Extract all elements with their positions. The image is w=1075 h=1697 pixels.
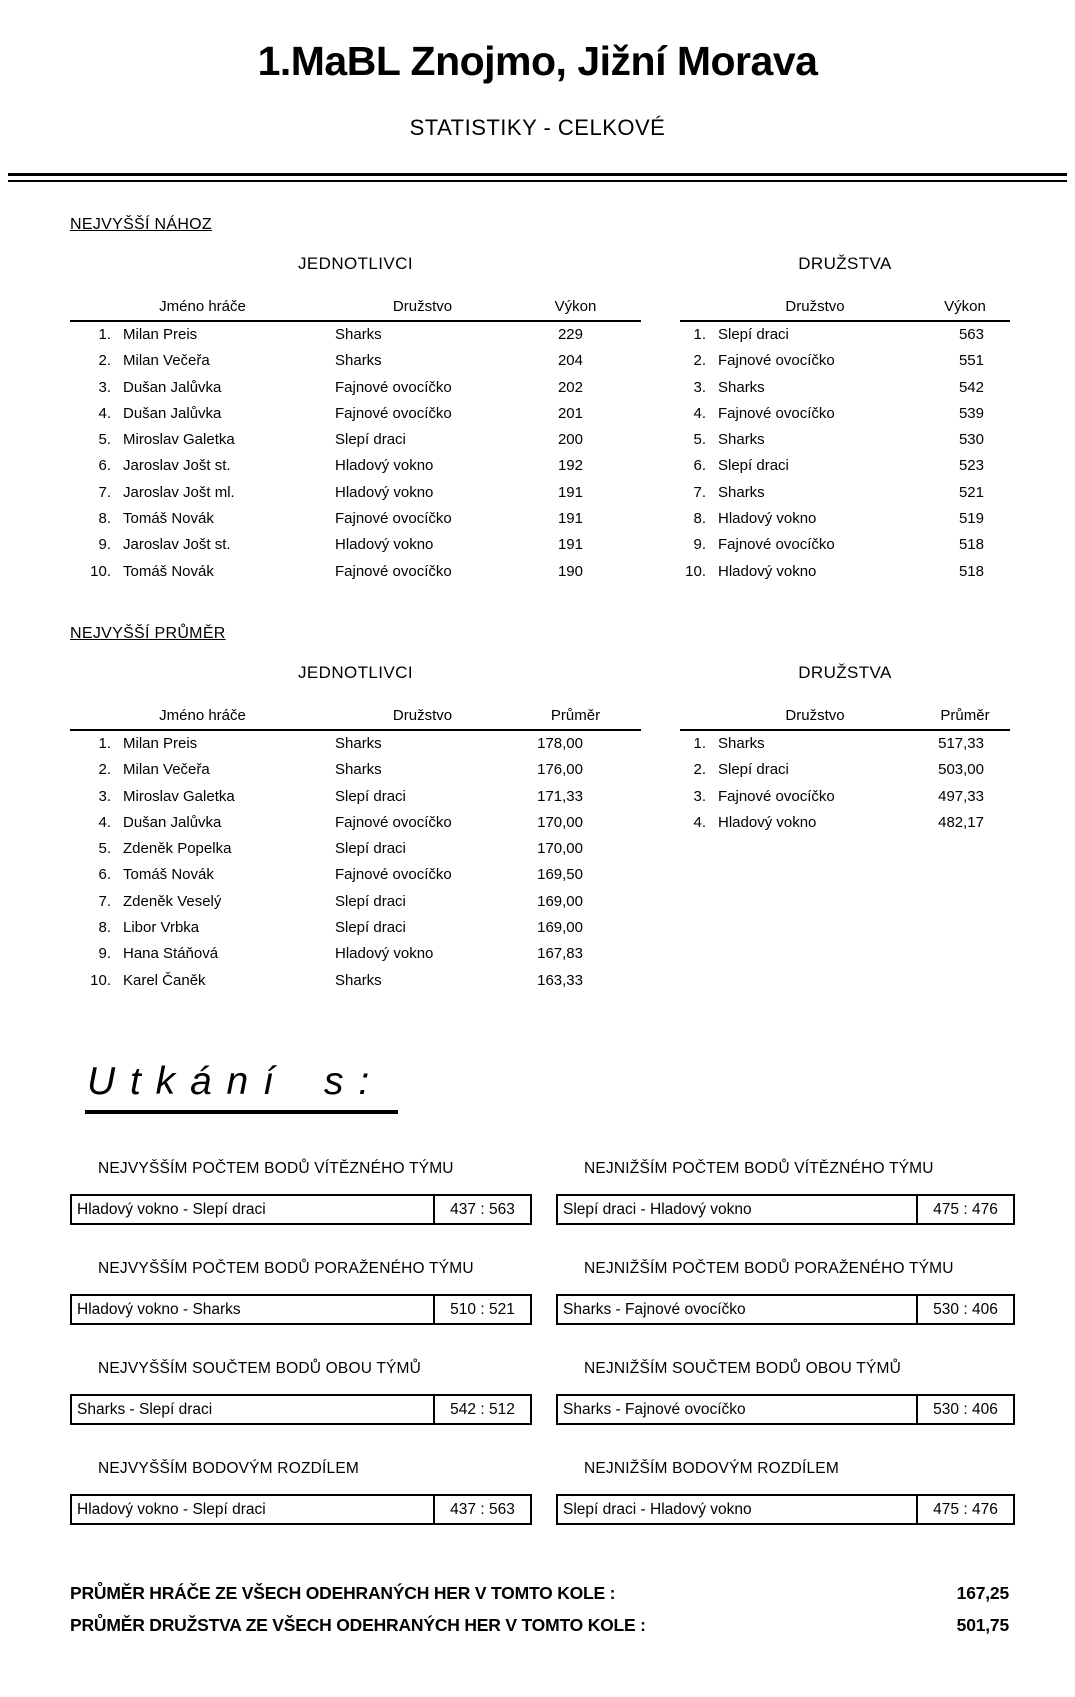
match-result-box <box>70 1394 532 1425</box>
average-value: 178,00 <box>537 734 583 752</box>
table-row <box>680 427 1010 453</box>
match-result-box <box>556 1294 1015 1325</box>
table-row <box>680 375 1010 401</box>
team-name: Fajnové ovocíčko <box>335 562 452 580</box>
rank: 2. <box>693 352 706 370</box>
column-header-value: Průměr <box>550 706 601 724</box>
match-score: 437 : 563 <box>433 1196 530 1223</box>
score-value: 542 <box>958 378 984 396</box>
score-value: 518 <box>958 562 984 580</box>
table-row <box>70 862 641 888</box>
table-row <box>70 401 641 427</box>
rank: 7. <box>98 892 111 910</box>
match-teams: Hladový vokno - Slepí draci <box>77 1500 266 1518</box>
table-row <box>680 322 1010 348</box>
table-row <box>70 427 641 453</box>
player-name: Dušan Jalůvka <box>123 813 222 831</box>
player-name: Dušan Jalůvka <box>123 378 222 396</box>
rank: 3. <box>693 787 706 805</box>
match-category-label: NEJVYŠŠÍM BODOVÝM ROZDÍLEM <box>98 1459 359 1477</box>
player-name: Milan Preis <box>123 326 198 343</box>
table-title: JEDNOTLIVCI <box>298 254 413 273</box>
team-name: Fajnové ovocíčko <box>335 404 452 422</box>
table-row <box>680 532 1010 558</box>
team-name: Slepí draci <box>335 892 406 910</box>
rank: 1. <box>98 326 111 343</box>
team-name: Hladový vokno <box>335 536 434 554</box>
table-row <box>70 506 641 532</box>
match-category-label: NEJVYŠŠÍM POČTEM BODŮ PORAŽENÉHO TÝMU <box>98 1259 474 1277</box>
summary-label: PRŮMĚR HRÁČE ZE VŠECH ODEHRANÝCH HER V TOMTO KOLE : <box>70 1582 616 1603</box>
team-name: Hladový vokno <box>335 457 434 475</box>
team-name: Sharks <box>718 378 765 396</box>
tables-row <box>70 254 1009 585</box>
average-value: 503,00 <box>938 761 984 779</box>
match-score: 475 : 476 <box>916 1196 1013 1223</box>
team-name: Sharks <box>718 734 765 752</box>
average-value: 170,00 <box>537 840 583 858</box>
rank: 10. <box>90 971 111 989</box>
average-value: 497,33 <box>938 787 984 805</box>
rank: 1. <box>98 734 111 752</box>
column-header-team: Družstvo <box>392 706 453 724</box>
page-title: 1.MaBL Znojmo, Jižní Morava <box>257 38 818 84</box>
table-row <box>70 375 641 401</box>
score-value: 518 <box>958 536 984 554</box>
rank: 10. <box>90 562 111 580</box>
team-name: Hladový vokno <box>718 813 817 831</box>
average-value: 482,17 <box>938 813 984 831</box>
matches-heading: Utkání s: <box>85 1060 398 1114</box>
score-value: 519 <box>958 510 984 528</box>
match-item <box>556 1260 1015 1325</box>
rank: 9. <box>98 945 111 963</box>
rank: 5. <box>98 431 111 449</box>
summary-value: 167,25 <box>956 1582 1009 1603</box>
page-subtitle: STATISTIKY - CELKOVÉ <box>409 115 666 140</box>
score-value: 201 <box>557 404 583 422</box>
team-name: Hladový vokno <box>335 483 434 501</box>
summary-label: PRŮMĚR DRUŽSTVA ZE VŠECH ODEHRANÝCH HER V TOMTO KOLE : <box>70 1614 646 1635</box>
player-name: Zdeněk Veselý <box>123 892 222 910</box>
team-name: Hladový vokno <box>335 945 434 963</box>
team-name: Sharks <box>335 761 382 779</box>
team-name: Fajnové ovocíčko <box>335 866 452 884</box>
match-item <box>70 1360 532 1425</box>
average-value: 169,50 <box>537 866 583 884</box>
team-name: Fajnové ovocíčko <box>718 352 835 370</box>
rank: 5. <box>98 840 111 858</box>
document-content <box>0 216 1075 1647</box>
score-value: 190 <box>557 562 583 580</box>
team-name: Slepí draci <box>718 761 789 779</box>
team-name: Fajnové ovocíčko <box>718 787 835 805</box>
match-score: 530 : 406 <box>916 1396 1013 1423</box>
table-row <box>70 941 641 967</box>
match-score: 475 : 476 <box>916 1496 1013 1523</box>
score-value: 551 <box>958 352 984 370</box>
score-value: 204 <box>557 352 583 370</box>
table-row <box>680 731 1010 757</box>
section-highest-average <box>70 625 1009 994</box>
team-name: Hladový vokno <box>718 562 817 580</box>
team-name: Sharks <box>335 971 382 989</box>
column-header-team: Družstvo <box>785 298 845 315</box>
team-name: Sharks <box>335 352 382 370</box>
column-header-value: Výkon <box>554 298 597 315</box>
rank: 4. <box>98 813 111 831</box>
match-item <box>556 1360 1015 1425</box>
rank: 7. <box>693 483 706 501</box>
rank: 9. <box>693 536 706 554</box>
table-row <box>680 559 1010 585</box>
spacer-cell <box>680 707 710 724</box>
rank: 6. <box>693 457 706 475</box>
score-value: 521 <box>958 483 984 501</box>
team-name: Slepí draci <box>335 787 406 805</box>
section-matches <box>70 994 1009 1525</box>
table-row <box>70 532 641 558</box>
table-row <box>680 348 1010 374</box>
average-value: 170,00 <box>537 813 583 831</box>
table-row <box>70 559 641 585</box>
match-score: 530 : 406 <box>916 1296 1013 1323</box>
match-item <box>70 1460 532 1525</box>
table-row <box>70 480 641 506</box>
column-header-value: Výkon <box>944 298 986 315</box>
score-value: 539 <box>958 404 984 422</box>
rank: 1. <box>693 734 706 752</box>
match-item <box>70 1260 532 1325</box>
team-name: Fajnové ovocíčko <box>335 378 452 396</box>
score-value: 202 <box>557 378 583 396</box>
match-category-label: NEJNIŽŠÍM POČTEM BODŮ VÍTĚZNÉHO TÝMU <box>584 1159 934 1177</box>
rank: 8. <box>693 510 706 528</box>
match-result-box <box>70 1194 532 1225</box>
round-summary <box>70 1583 1009 1647</box>
player-name: Libor Vrbka <box>123 919 200 937</box>
summary-line-team-average <box>70 1615 1009 1647</box>
match-result-box <box>556 1494 1015 1525</box>
rank: 4. <box>693 404 706 422</box>
table-row <box>70 810 641 836</box>
table-body <box>680 731 1010 836</box>
player-name: Jaroslav Jošt st. <box>123 457 231 475</box>
player-name: Miroslav Galetka <box>123 431 235 449</box>
match-category-label: NEJNIŽŠÍM POČTEM BODŮ PORAŽENÉHO TÝMU <box>584 1259 954 1277</box>
table-header-row <box>70 707 641 731</box>
score-value: 191 <box>557 510 583 528</box>
rank: 3. <box>98 378 111 396</box>
rank: 7. <box>98 483 111 501</box>
rank: 10. <box>685 562 706 580</box>
table-row <box>70 915 641 941</box>
player-name: Milan Večeřa <box>123 761 210 779</box>
rank: 2. <box>98 352 111 370</box>
score-value: 229 <box>557 326 583 343</box>
rank: 6. <box>98 866 111 884</box>
team-name: Fajnové ovocíčko <box>335 813 452 831</box>
column-header-value: Průměr <box>940 706 990 724</box>
tables-row <box>70 663 1009 994</box>
average-value: 517,33 <box>938 734 984 752</box>
rank: 1. <box>693 326 706 343</box>
player-name: Tomáš Novák <box>123 866 214 884</box>
team-name: Fajnové ovocíčko <box>335 510 452 528</box>
match-teams: Slepí draci - Hladový vokno <box>563 1200 752 1218</box>
column-header-team: Družstvo <box>392 298 453 315</box>
table-body <box>680 322 1010 585</box>
match-category-label: NEJVYŠŠÍM SOUČTEM BODŮ OBOU TÝMŮ <box>98 1359 422 1377</box>
section-heading: NEJVYŠŠÍ NÁHOZ <box>70 216 213 233</box>
individuals-table <box>70 663 641 994</box>
table-row <box>70 784 641 810</box>
match-teams: Sharks - Fajnové ovocíčko <box>563 1400 746 1418</box>
spacer-cell <box>680 298 710 315</box>
table-header-row <box>70 298 641 322</box>
match-result-box <box>70 1494 532 1525</box>
table-row <box>70 322 641 348</box>
match-category-label: NEJNIŽŠÍM SOUČTEM BODŮ OBOU TÝMŮ <box>584 1359 901 1377</box>
match-score: 542 : 512 <box>433 1396 530 1423</box>
header-divider-rule <box>8 173 1067 182</box>
section-highest-score <box>70 216 1009 585</box>
table-row <box>680 810 1010 836</box>
player-name: Tomáš Novák <box>123 510 214 528</box>
team-name: Sharks <box>718 483 765 501</box>
score-value: 192 <box>557 457 583 475</box>
team-name: Slepí draci <box>335 431 406 449</box>
match-teams: Slepí draci - Hladový vokno <box>563 1500 752 1518</box>
table-row <box>680 506 1010 532</box>
team-name: Slepí draci <box>335 840 406 858</box>
match-grid <box>70 1160 1009 1525</box>
table-title: DRUŽSTVA <box>798 254 892 273</box>
column-header-team: Družstvo <box>785 706 845 724</box>
team-name: Slepí draci <box>335 919 406 937</box>
table-title: JEDNOTLIVCI <box>298 662 413 682</box>
rank: 4. <box>693 813 706 831</box>
score-value: 563 <box>958 326 984 343</box>
table-row <box>70 889 641 915</box>
team-name: Slepí draci <box>718 457 789 475</box>
column-header-player: Jméno hráče <box>159 706 246 724</box>
match-teams: Sharks - Fajnové ovocíčko <box>563 1300 746 1318</box>
table-row <box>70 453 641 479</box>
average-value: 171,33 <box>537 787 583 805</box>
player-name: Zdeněk Popelka <box>123 840 232 858</box>
individuals-table <box>70 254 641 585</box>
rank: 9. <box>98 536 111 554</box>
table-row <box>70 968 641 994</box>
match-item <box>556 1160 1015 1225</box>
rank: 8. <box>98 510 111 528</box>
table-row <box>680 757 1010 783</box>
teams-table <box>680 254 1010 585</box>
team-name: Fajnové ovocíčko <box>718 404 835 422</box>
player-name: Tomáš Novák <box>123 562 214 580</box>
team-name: Sharks <box>335 326 382 343</box>
team-name: Sharks <box>718 431 765 449</box>
team-name: Slepí draci <box>718 326 789 343</box>
rank: 3. <box>98 787 111 805</box>
player-name: Hana Stáňová <box>123 945 219 963</box>
player-name: Jaroslav Jošt st. <box>123 536 231 554</box>
player-name: Jaroslav Jošt ml. <box>123 483 235 501</box>
match-item <box>70 1160 532 1225</box>
match-category-label: NEJVYŠŠÍM POČTEM BODŮ VÍTĚZNÉHO TÝMU <box>98 1159 454 1177</box>
rank: 2. <box>98 761 111 779</box>
column-header-player: Jméno hráče <box>159 298 246 315</box>
match-result-box <box>556 1394 1015 1425</box>
match-score: 437 : 563 <box>433 1496 530 1523</box>
match-item <box>556 1460 1015 1525</box>
table-row <box>680 784 1010 810</box>
table-row <box>680 453 1010 479</box>
player-name: Miroslav Galetka <box>123 787 235 805</box>
rank: 6. <box>98 457 111 475</box>
table-row <box>680 401 1010 427</box>
average-value: 176,00 <box>537 761 583 779</box>
rank: 8. <box>98 919 111 937</box>
table-row <box>70 731 641 757</box>
table-body <box>70 731 641 994</box>
rank: 4. <box>98 404 111 422</box>
score-value: 200 <box>557 431 583 449</box>
table-row <box>70 757 641 783</box>
score-value: 530 <box>958 431 984 449</box>
team-name: Hladový vokno <box>718 510 817 528</box>
player-name: Dušan Jalůvka <box>123 404 222 422</box>
average-value: 169,00 <box>537 919 583 937</box>
table-body <box>70 322 641 585</box>
match-result-box <box>70 1294 532 1325</box>
rank: 3. <box>693 378 706 396</box>
table-row <box>70 836 641 862</box>
team-name: Fajnové ovocíčko <box>718 536 835 554</box>
match-teams: Hladový vokno - Sharks <box>77 1300 241 1318</box>
teams-table <box>680 663 1010 994</box>
player-name: Karel Čaněk <box>123 971 206 989</box>
match-teams: Sharks - Slepí draci <box>77 1400 213 1418</box>
summary-line-player-average <box>70 1583 1009 1615</box>
table-header-row <box>680 707 1010 731</box>
table-row <box>70 348 641 374</box>
summary-value: 501,75 <box>956 1614 1009 1635</box>
match-category-label: NEJNIŽŠÍM BODOVÝM ROZDÍLEM <box>584 1459 839 1477</box>
average-value: 167,83 <box>537 945 583 963</box>
match-score: 510 : 521 <box>433 1296 530 1323</box>
rank: 5. <box>693 431 706 449</box>
team-name: Sharks <box>335 734 382 752</box>
average-value: 163,33 <box>537 971 583 989</box>
match-result-box <box>556 1194 1015 1225</box>
score-value: 191 <box>557 536 583 554</box>
section-heading: NEJVYŠŠÍ PRŮMĚR <box>70 624 226 642</box>
match-teams: Hladový vokno - Slepí draci <box>77 1200 266 1218</box>
table-row <box>680 480 1010 506</box>
table-title: DRUŽSTVA <box>798 662 892 682</box>
player-name: Milan Preis <box>123 734 198 752</box>
average-value: 169,00 <box>537 892 583 910</box>
rank: 2. <box>693 761 706 779</box>
score-value: 523 <box>958 457 984 475</box>
score-value: 191 <box>557 483 583 501</box>
player-name: Milan Večeřa <box>123 352 210 370</box>
table-header-row <box>680 298 1010 322</box>
